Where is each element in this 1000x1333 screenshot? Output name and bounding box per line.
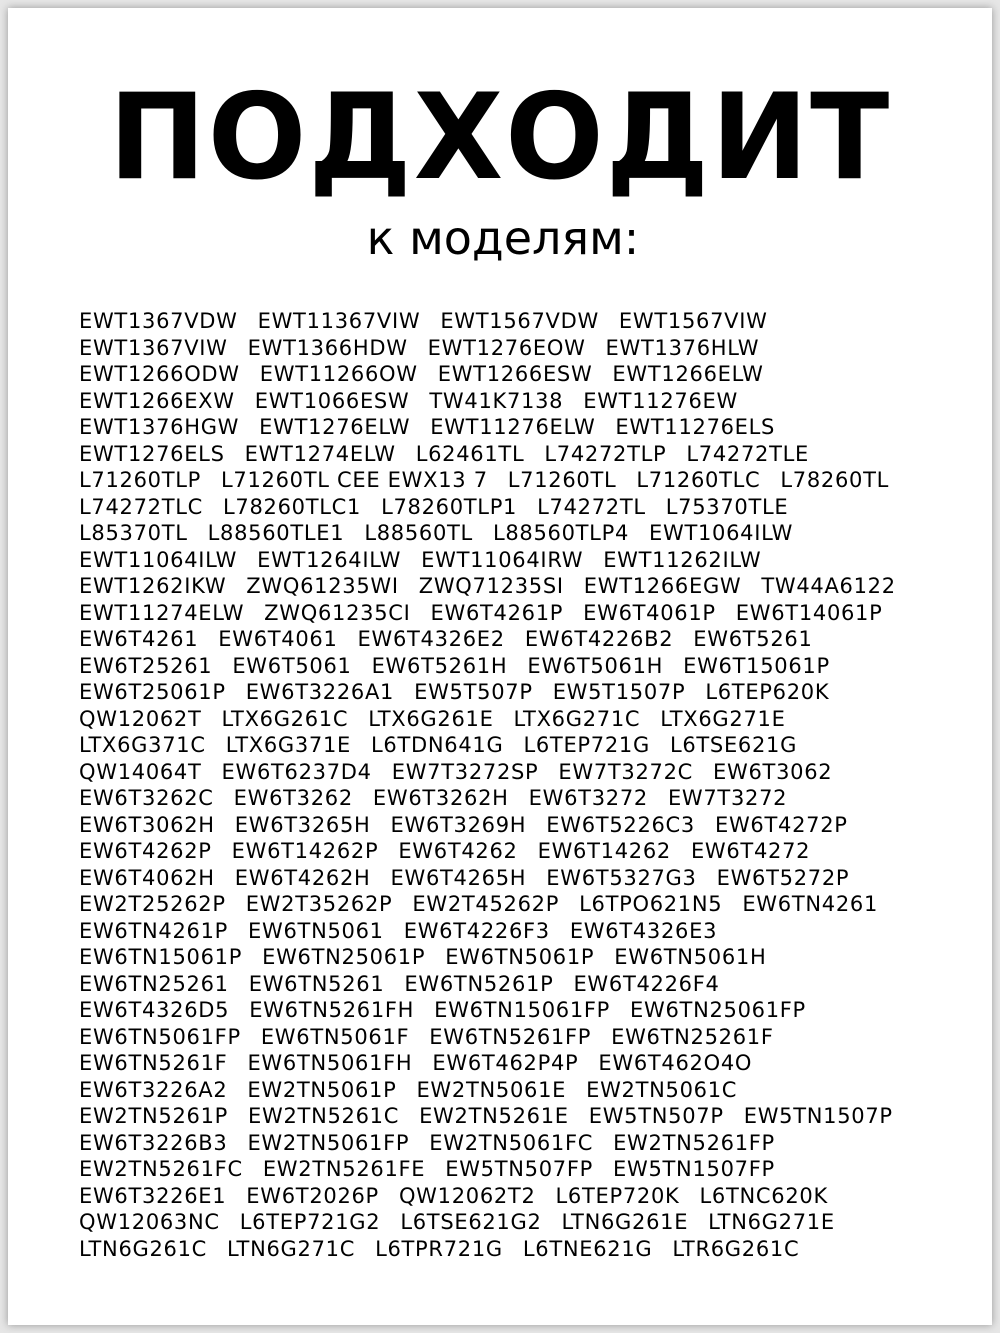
model-row bbox=[79, 441, 959, 468]
model-code: EW6T14262 bbox=[537, 839, 671, 864]
model-code: EW5T1507P bbox=[552, 680, 686, 705]
model-code: L71260TL bbox=[507, 468, 617, 493]
model-code: EW6T4061 bbox=[218, 627, 338, 652]
model-code: EW6T14262P bbox=[231, 839, 379, 864]
model-code: L74272TL bbox=[537, 494, 646, 519]
model-code: EW6T4261 bbox=[79, 627, 199, 652]
model-code: EWT1276ELW bbox=[259, 415, 411, 440]
model-code: EW6T4272P bbox=[715, 812, 848, 837]
model-code: EW6T15061P bbox=[683, 653, 830, 678]
model-code: EWT1276EOW bbox=[427, 335, 586, 360]
model-code: L78260TLC1 bbox=[223, 494, 362, 519]
model-row bbox=[79, 414, 959, 441]
model-code: EW6TN5061FH bbox=[247, 1051, 413, 1076]
model-code: EW6TN25061P bbox=[262, 945, 426, 970]
model-code: L74272TLP bbox=[544, 441, 667, 466]
model-code: LTX6G371C bbox=[79, 733, 206, 758]
model-code: EW2TN5261C bbox=[248, 1104, 400, 1129]
model-code: EW6T3272 bbox=[528, 786, 648, 811]
model-code: LTX6G261C bbox=[221, 706, 349, 731]
model-code: L6TEP721G bbox=[523, 733, 650, 758]
model-code: L88560TLP4 bbox=[492, 521, 630, 546]
model-code: EW6T5261H bbox=[371, 653, 508, 678]
model-code: LTN6G261C bbox=[79, 1236, 208, 1261]
model-code: TW44A6122 bbox=[761, 574, 896, 599]
model-code: EW6T3262 bbox=[233, 786, 353, 811]
model-code: L71260TL CEE EWX13 7 bbox=[221, 468, 488, 493]
model-code: EWT11276ELW bbox=[430, 415, 596, 440]
model-code: EWT1274ELW bbox=[244, 441, 396, 466]
model-code: EW2TN5061P bbox=[247, 1077, 397, 1102]
model-row bbox=[79, 706, 959, 733]
model-code: EWT1567VIW bbox=[618, 309, 768, 334]
model-code: EW6T4262 bbox=[398, 839, 518, 864]
model-code: LTN6G271E bbox=[708, 1210, 835, 1235]
model-row bbox=[79, 812, 959, 839]
model-code: EW6TN5261FP bbox=[429, 1024, 592, 1049]
model-code: EW6T25061P bbox=[79, 680, 226, 705]
model-code: L6TNE621G bbox=[522, 1236, 653, 1261]
model-code: EW2T25262P bbox=[79, 892, 226, 917]
model-code: QW12062T bbox=[79, 706, 202, 731]
model-row bbox=[79, 573, 959, 600]
model-code: QW14064T bbox=[79, 759, 202, 784]
model-code: EW6T4326E3 bbox=[569, 918, 718, 943]
model-row bbox=[79, 1050, 959, 1077]
model-code: EW2TN5261P bbox=[79, 1104, 229, 1129]
model-code: EW6T5061H bbox=[527, 653, 664, 678]
model-code: EW2T45262P bbox=[412, 892, 560, 917]
model-code: EWT11367VIW bbox=[257, 309, 421, 334]
model-code: EW6T4061P bbox=[583, 600, 716, 625]
model-row bbox=[79, 626, 959, 653]
model-row bbox=[79, 1130, 959, 1157]
model-code: EW2TN5261FE bbox=[262, 1157, 426, 1182]
model-code: EW6TN15061FP bbox=[434, 998, 611, 1023]
model-code: EW6T462P4P bbox=[432, 1051, 579, 1076]
model-code: EW6T5261 bbox=[693, 627, 813, 652]
model-code: EWT1266ESW bbox=[437, 362, 593, 387]
model-code: L6TDN641G bbox=[371, 733, 504, 758]
model-code: LTX6G271C bbox=[513, 706, 641, 731]
model-code: ZWQ71235SI bbox=[418, 574, 564, 599]
model-row bbox=[79, 838, 959, 865]
model-code: EWT11064ILW bbox=[79, 547, 238, 572]
model-code: EW2TN5061C bbox=[586, 1077, 738, 1102]
model-code: EW6TN25261F bbox=[611, 1024, 774, 1049]
model-code: L6TSE621G2 bbox=[400, 1210, 542, 1235]
model-code: EW6T462O4O bbox=[598, 1051, 753, 1076]
model-code: EW6T4226B2 bbox=[524, 627, 674, 652]
model-code: EW6T4265H bbox=[390, 865, 527, 890]
model-row bbox=[79, 467, 959, 494]
model-code: EWT11274ELW bbox=[79, 600, 245, 625]
model-code: EWT1064ILW bbox=[649, 521, 794, 546]
model-code: EW6T3226A1 bbox=[245, 680, 395, 705]
model-code: L71260TLC bbox=[636, 468, 761, 493]
model-code: L74272TLE bbox=[686, 441, 809, 466]
model-code: EW6TN5061FP bbox=[79, 1024, 241, 1049]
model-code: L71260TLP bbox=[79, 468, 201, 493]
model-code: EW6TN5261FH bbox=[249, 998, 415, 1023]
model-code: EW6TN4261P bbox=[79, 918, 229, 943]
model-code: EW7T3272 bbox=[667, 786, 788, 811]
model-code: EW6T5061 bbox=[232, 653, 352, 678]
model-code: L6TEP721G2 bbox=[239, 1210, 381, 1235]
page-subtitle: к моделям: bbox=[366, 211, 640, 265]
model-code: EWT1276ELS bbox=[79, 441, 225, 466]
model-code: L6TEP720K bbox=[555, 1183, 680, 1208]
model-code: EWT1266ODW bbox=[79, 362, 240, 387]
model-code: EW6T5272P bbox=[716, 865, 850, 890]
model-code: EW2TN5261FC bbox=[79, 1157, 243, 1182]
model-row bbox=[79, 388, 959, 415]
model-code: EW6T4326E2 bbox=[357, 627, 505, 652]
model-code: EW2TN5061FP bbox=[247, 1130, 410, 1155]
model-code: EWT11266OW bbox=[259, 362, 418, 387]
model-code: LTX6G261E bbox=[368, 706, 494, 731]
model-code: EW6TN5061H bbox=[614, 945, 767, 970]
model-code: EW6T4326D5 bbox=[79, 998, 230, 1023]
model-row bbox=[79, 759, 959, 786]
model-code: EW6T5226C3 bbox=[546, 812, 695, 837]
model-row bbox=[79, 785, 959, 812]
model-code: EW6T4261P bbox=[430, 600, 564, 625]
model-row bbox=[79, 494, 959, 521]
model-code: L6TEP620K bbox=[705, 680, 830, 705]
model-code: EWT1567VDW bbox=[440, 309, 599, 334]
model-row bbox=[79, 1209, 959, 1236]
model-code: EW6T4262P bbox=[79, 839, 212, 864]
model-row bbox=[79, 918, 959, 945]
model-row bbox=[79, 971, 959, 998]
model-code: EW6T4262H bbox=[234, 865, 371, 890]
model-code: EW7T3272C bbox=[558, 759, 694, 784]
model-code: EW6T2026P bbox=[246, 1183, 379, 1208]
model-code: EW6T3062H bbox=[79, 812, 215, 837]
model-code: L78260TLP1 bbox=[381, 494, 518, 519]
model-code: EW6T4272 bbox=[690, 839, 811, 864]
model-row bbox=[79, 679, 959, 706]
model-row bbox=[79, 1024, 959, 1051]
model-code: EW6T3226E1 bbox=[79, 1183, 227, 1208]
model-code: EWT1367VIW bbox=[79, 335, 228, 360]
model-row bbox=[79, 1156, 959, 1183]
model-row bbox=[79, 732, 959, 759]
model-code: EW6T3226A2 bbox=[79, 1077, 228, 1102]
model-code: EWT1366HDW bbox=[247, 335, 408, 360]
model-code: EWT11276ELS bbox=[615, 415, 776, 440]
model-row bbox=[79, 997, 959, 1024]
model-code: EW2TN5061FC bbox=[429, 1130, 594, 1155]
model-code: EW6TN25261 bbox=[79, 971, 229, 996]
model-code: EW6T3262H bbox=[372, 786, 509, 811]
model-code: LTN6G261E bbox=[561, 1210, 689, 1235]
model-code: TW41K7138 bbox=[429, 388, 564, 413]
model-code: L88560TLE1 bbox=[207, 521, 345, 546]
model-row bbox=[79, 308, 959, 335]
model-row bbox=[79, 944, 959, 971]
model-code: EWT1266ELW bbox=[612, 362, 764, 387]
model-code: EWT11276EW bbox=[583, 388, 738, 413]
page-sheet bbox=[8, 8, 992, 1325]
model-code: EW6T4226F3 bbox=[403, 918, 550, 943]
model-code: EW6T4062H bbox=[79, 865, 215, 890]
model-code: EW6T3262C bbox=[79, 786, 214, 811]
model-code: EW6T14061P bbox=[735, 600, 883, 625]
model-code: EWT1376HLW bbox=[605, 335, 760, 360]
model-code: EWT1367VDW bbox=[79, 309, 238, 334]
model-code: L6TPR721G bbox=[375, 1236, 503, 1261]
model-code: EW7T3272SP bbox=[391, 759, 539, 784]
model-code: L85370TL bbox=[79, 521, 188, 546]
model-row bbox=[79, 335, 959, 362]
model-code: EW6T3269H bbox=[390, 812, 527, 837]
model-code: ZWQ61235WI bbox=[246, 574, 399, 599]
model-row bbox=[79, 865, 959, 892]
model-code: EW2TN5061E bbox=[416, 1077, 567, 1102]
model-code: EWT1266EGW bbox=[583, 574, 742, 599]
model-code: EW6TN5061 bbox=[248, 918, 384, 943]
model-code: L78260TL bbox=[780, 468, 890, 493]
model-code: ZWQ61235CI bbox=[264, 600, 411, 625]
model-code: EW6TN25061FP bbox=[630, 998, 806, 1023]
model-row bbox=[79, 1103, 959, 1130]
model-code: EWT1264ILW bbox=[257, 547, 402, 572]
model-row bbox=[79, 520, 959, 547]
model-code: EW6TN5261 bbox=[248, 971, 385, 996]
model-code: EW6TN5061P bbox=[445, 945, 595, 970]
model-code: EWT11064IRW bbox=[421, 547, 584, 572]
page-title: ПОДХОДИТ bbox=[108, 68, 892, 207]
model-code: EW6TN15061P bbox=[79, 945, 243, 970]
model-code: L75370TLE bbox=[665, 494, 789, 519]
model-row bbox=[79, 600, 959, 627]
model-code: EW6TN5261F bbox=[79, 1051, 228, 1076]
model-code: L6TSE621G bbox=[669, 733, 798, 758]
model-code: EW6TN4261 bbox=[742, 892, 879, 917]
model-code: EW6T6237D4 bbox=[221, 759, 372, 784]
model-code: QW12062T2 bbox=[398, 1183, 536, 1208]
model-row bbox=[79, 1236, 959, 1263]
model-code: LTN6G271C bbox=[227, 1236, 356, 1261]
model-code: L88560TL bbox=[364, 521, 473, 546]
model-code: EWT1376HGW bbox=[79, 415, 240, 440]
model-row bbox=[79, 1183, 959, 1210]
model-code: EW6T3226B3 bbox=[79, 1130, 228, 1155]
model-code: L74272TLC bbox=[79, 494, 203, 519]
model-code: L6TNC620K bbox=[699, 1183, 828, 1208]
model-code: EW6TN5061F bbox=[260, 1024, 410, 1049]
model-code: QW12063NC bbox=[79, 1210, 220, 1235]
model-row bbox=[79, 891, 959, 918]
model-code: EW5TN507FP bbox=[445, 1157, 594, 1182]
model-row bbox=[79, 361, 959, 388]
model-code: EW5TN507P bbox=[588, 1104, 724, 1129]
model-code: EWT1262IKW bbox=[79, 574, 227, 599]
model-code: LTX6G371E bbox=[225, 733, 352, 758]
model-code: EW6T25261 bbox=[79, 653, 213, 678]
model-code: EW2T35262P bbox=[245, 892, 393, 917]
model-code: L6TPO621N5 bbox=[579, 892, 723, 917]
model-code: EW6T3265H bbox=[234, 812, 371, 837]
model-code: EW6T3062 bbox=[713, 759, 833, 784]
model-code: EWT1066ESW bbox=[254, 388, 410, 413]
model-list bbox=[79, 308, 959, 1262]
model-code: EWT1266EXW bbox=[79, 388, 235, 413]
model-code: EW5TN1507P bbox=[743, 1104, 893, 1129]
model-code: EW5T507P bbox=[414, 680, 533, 705]
model-code: L62461TL bbox=[415, 441, 525, 466]
model-code: EW5TN1507FP bbox=[613, 1157, 775, 1182]
model-code: EW6T5327G3 bbox=[546, 865, 697, 890]
model-code: EW2TN5261FP bbox=[613, 1130, 775, 1155]
model-row bbox=[79, 653, 959, 680]
model-row bbox=[79, 1077, 959, 1104]
model-row bbox=[79, 547, 959, 574]
model-code: LTR6G261C bbox=[672, 1236, 800, 1261]
model-code: EWT11262ILW bbox=[603, 547, 762, 572]
model-code: EW6T4226F4 bbox=[573, 971, 720, 996]
model-code: LTX6G271E bbox=[660, 706, 786, 731]
model-code: EW2TN5261E bbox=[419, 1104, 569, 1129]
model-code: EW6TN5261P bbox=[404, 971, 554, 996]
